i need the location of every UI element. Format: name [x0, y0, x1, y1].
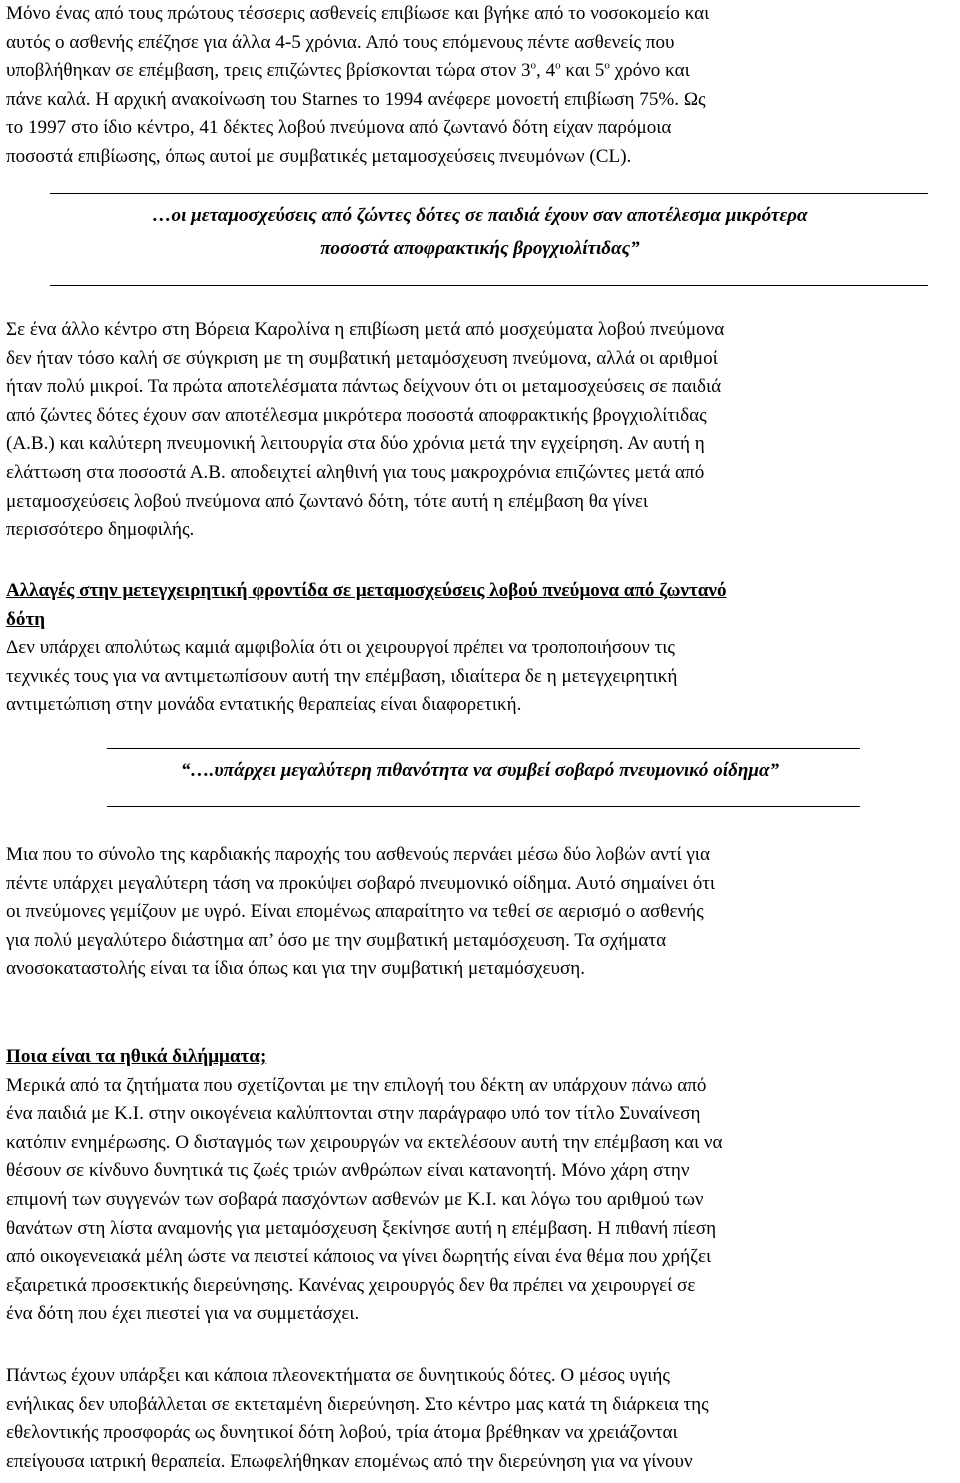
text-line: ένα παιδιά με Κ.Ι. στην οικογένεια καλύπτονται στην παράγραφο υπό τον τίτλο Συναίνεση: [6, 1103, 701, 1125]
text-line: το 1997 στο ίδιο κέντρο, 41 δέκτες λοβού πνεύμονα από ζωντανό δότη είχαν παρόμοια: [6, 117, 672, 139]
text-segment: χρόνο και: [609, 60, 690, 82]
pull-quote: [6, 754, 954, 787]
text-line: ήταν πολύ μικροί. Τα πρώτα αποτελέσματα πάντως δείχνουν ότι οι μεταμοσχεύσεις σε παιδιά: [6, 376, 722, 398]
section-heading: Αλλαγές στην μετεγχειρητική φροντίδα σε μεταμοσχεύσεις λοβού πνεύμονα από ζωντανό: [6, 580, 727, 601]
text-line: αυτός ο ασθενής επέζησε για άλλα 4-5 χρόνια. Από τους επόμενους πέντε ασθενείς που: [6, 31, 675, 53]
paragraph-edema: [6, 841, 954, 984]
superscript: ο: [530, 59, 537, 72]
text-line: εθελοντικής προσφοράς ως δυνητικοί δότη λοβού, τρία άτομα βρέθηκαν να χρειάζονται: [6, 1422, 678, 1444]
text-line: ενήλικας δεν υποβάλλεται σε εκτεταμένη διερεύνηση. Στο κέντρο μας κατά τη διάρκεια της: [6, 1393, 709, 1415]
text-line: Μόνο ένας από τους πρώτους τέσσερις ασθενείς επιβίωσε και βγήκε από το νοσοκομείο και: [6, 3, 710, 24]
pull-quote: [6, 199, 954, 265]
superscript: ο: [555, 59, 561, 72]
pull-quote-line: “….υπάρχει μεγαλύτερη πιθανότητα να συμβεί σοβαρό πνευμονικό οίδημα”: [180, 760, 780, 781]
text-line: ποσοστά επιβίωσης, όπως αυτοί με συμβατικές μεταμοσχεύσεις πνευμόνων (CL).: [6, 145, 632, 167]
text-line: επιμονή των συγγενών των σοβαρά πασχόντων ασθενών με Κ.Ι. και λόγω του αριθμού των: [6, 1188, 704, 1210]
text-segment: υποβλήθηκαν σε επέμβαση, τρεις επιζώντες βρίσκονται τώρα στον 3: [6, 60, 531, 82]
document-page: [6, 0, 954, 1483]
text-line: ανοσοκαταστολής είναι τα ίδια όπως και για την συμβατική μεταμόσχευση.: [6, 958, 586, 980]
text-line: από ζώντες δότες έχουν σαν αποτέλεσμα μικρότερα ποσοστά αποφρακτικής βρογχιολίτιδας: [6, 404, 707, 426]
text-line: εξαιρετικά προσεκτικής διερεύνησης. Κανένας χειρουργός δεν θα πρέπει να χειρουργεί σε: [6, 1274, 696, 1296]
text-line: (Α.Β.) και καλύτερη πνευμονική λειτουργία στα δύο χρόνια μετά την εγχείρηση. Αν αυτή η: [6, 433, 705, 455]
rule-bottom: [107, 806, 860, 807]
text-line: Σε ένα άλλο κέντρο στη Βόρεια Καρολίνα η επιβίωση μετά από μοσχεύματα λοβού πνεύμονα: [6, 319, 725, 340]
paragraph-intro: [6, 0, 954, 172]
text-line: αντιμετώπιση στην μονάδα εντατικής θεραπείας είναι διαφορετική.: [6, 694, 522, 716]
text-line: ένα δότη που έχει πιεστεί για να συμμετάσχει.: [6, 1303, 360, 1325]
text-line: ελάττωση στα ποσοστά Α.Β. αποδειχτεί αληθινή για τους μακροχρόνια επιζώντες μετά από: [6, 461, 705, 483]
text-line: περισσότερο δημοφιλής.: [6, 519, 195, 541]
text-line: για πολύ μεγαλύτερο διάστημα απ’ όσο με την συμβατική μεταμόσχευση. Τα σχήματα: [6, 929, 667, 951]
text-line: Μια που το σύνολο της καρδιακής παροχής του ασθενούς περνάει μέσω δύο λοβών αντί για: [6, 844, 710, 865]
pull-quote-line: …οι μεταμοσχεύσεις από ζώντες δότες σε παιδιά έχουν σαν αποτέλεσμα μικρότερα: [152, 205, 808, 226]
rule-top: [107, 748, 860, 749]
section-heading: Ποια είναι τα ηθικά διλήμματα;: [6, 1046, 267, 1067]
text-line: από οικογενειακά μέλη ώστε να πειστεί κάποιος να γίνει δωρητής είναι ένα θέμα που χρήζει: [6, 1246, 712, 1268]
paragraph-benefits: [6, 1362, 954, 1476]
text-line: πάνε καλά. Η αρχική ανακοίνωση του Starnes το 1994 ανέφερε μονοετή επιβίωση 75%. Ως: [6, 88, 706, 110]
text-line: οι πνεύμονες γεμίζουν με υγρό. Είναι επομένως απαραίτητο να τεθεί σε αερισμό ο ασθενής: [6, 901, 704, 923]
text-segment: , 4: [536, 60, 556, 82]
text-line: τεχνικές τους για να αντιμετωπίσουν αυτή την επέμβαση, ιδιαίτερα δε η μετεγχειρητική: [6, 665, 678, 687]
text-line: Πάντως έχουν υπάρξει και κάποια πλεονεκτήματα σε δυνητικούς δότες. Ο μέσος υγιής: [6, 1365, 670, 1386]
text-line: επείγουσα ιατρική θεραπεία. Επωφελήθηκαν επομένως από την διερεύνηση για να γίνουν: [6, 1450, 693, 1472]
section-ethics: [6, 1043, 954, 1329]
text-line: [6, 57, 954, 86]
text-line: μεταμοσχεύσεις λοβού πνεύμονα από ζωντανό δότη, τότε αυτή η επέμβαση θα γίνει: [6, 490, 649, 512]
superscript: ο: [604, 59, 610, 72]
text-line: Μερικά από τα ζητήματα που σχετίζονται με την επιλογή του δέκτη αν υπάρχουν πάνω από: [6, 1074, 707, 1096]
text-segment: και 5: [560, 60, 605, 82]
section-heading: δότη: [6, 608, 46, 630]
text-line: Δεν υπάρχει απολύτως καμιά αμφιβολία ότι οι χειρουργοί πρέπει να τροποποιήσουν τις: [6, 637, 675, 659]
text-line: πέντε υπάρχει μεγαλύτερη τάση να προκύψει σοβαρό πνευμονικό οίδημα. Αυτό σημαίνει ότι: [6, 872, 716, 894]
paragraph-results: [6, 316, 954, 545]
text-line: θέσουν σε κίνδυνο δυνητικά τις ζωές τριών ανθρώπων είναι κατανοητή. Μόνο χάρη στην: [6, 1160, 690, 1182]
rule-top: [50, 193, 928, 194]
pull-quote-line: ποσοστά αποφρακτικής βρογχιολίτιδας”: [320, 238, 640, 259]
text-line: κατόπιν ενημέρωσης. Ο δισταγμός των χειρουργών να εκτελέσουν αυτή την επέμβαση και να: [6, 1131, 723, 1153]
section-postop-care: [6, 577, 954, 720]
text-line: θανάτων στη λίστα αναμονής για μεταμόσχευση ξεκίνησε αυτή η επέμβαση. Η πιθανή πίεση: [6, 1217, 717, 1239]
text-line: δεν ήταν τόσο καλή σε σύγκριση με τη συμβατική μεταμόσχευση πνεύμονα, αλλά οι αριθμοί: [6, 347, 718, 369]
rule-bottom: [50, 285, 928, 286]
